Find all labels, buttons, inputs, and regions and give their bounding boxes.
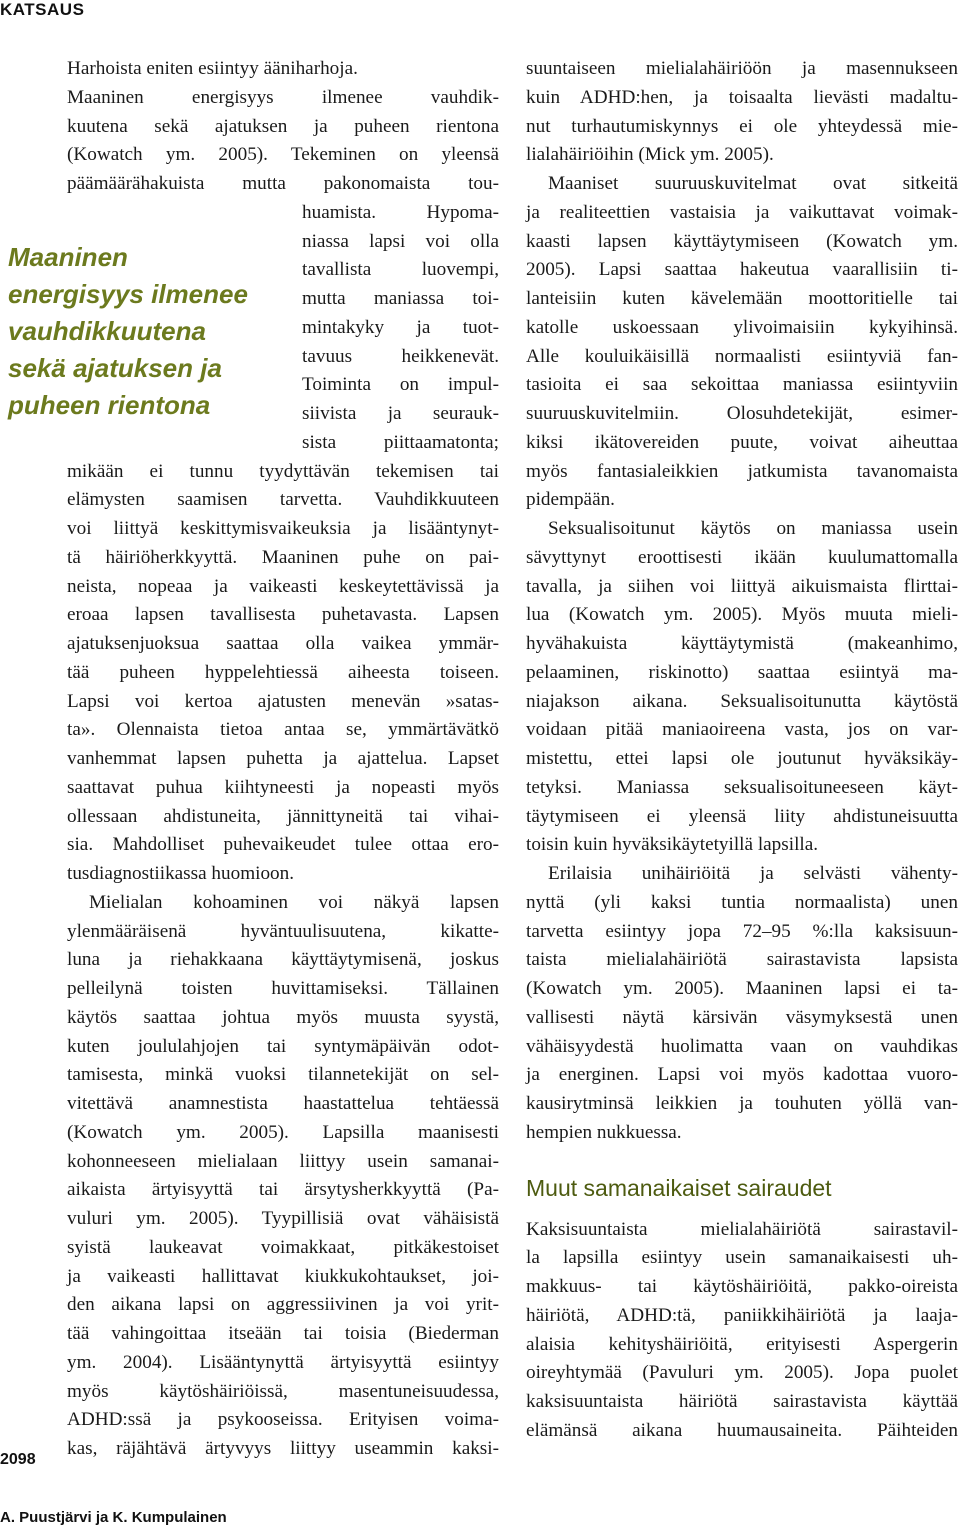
pull-quote-line: Maaninen — [8, 242, 128, 272]
text-line: luna ja riehakkaana käyttäytymisenä, joskus — [67, 949, 499, 971]
pull-quote-line: vauhdikkuutena — [8, 316, 206, 346]
text-line: saattavat puhua kiihtyneesti ja nopeasti myös — [67, 776, 499, 798]
text-line: Lapsi voi kertoa ajatusten menevän »satas- — [67, 690, 499, 712]
text-line: ajatuksenjuoksua saattaa olla vaikea ymmär- — [67, 633, 499, 654]
section-heading: Muut samanaikaiset sairaudet — [526, 1174, 832, 1201]
paragraph — [526, 55, 958, 170]
text-line: oireyhtymää (Pavuluri ym. 2005). Jopa puolet — [526, 1362, 958, 1384]
text-line: toisin kuin hyväksikäytetyillä lapsilla. — [526, 834, 819, 856]
text-line: tavuus heikkenevät. — [302, 345, 499, 367]
text-line: käytös saattaa johtua myös muusta syystä, — [67, 1006, 499, 1028]
text-line: myös fantasialeikkien jatkumista tavanomaista — [526, 460, 958, 482]
left-column — [67, 55, 499, 1464]
text-line: 2005). Lapsi saattaa hakeutua vaarallisiin ti- — [526, 259, 958, 281]
text-line: eroaa lapsen tavallisesta puhetavasta. Lapsen — [67, 604, 499, 626]
text-line: kausirytminsä leikkien ja touhuten yöllä van- — [526, 1093, 958, 1114]
text-line: kaksisuuntaista häiriötä sairastavista käyttää — [526, 1391, 958, 1412]
text-line: makkuus- tai käytöshäiriöitä, pakko-oireista — [526, 1276, 958, 1297]
text-line: Maaniset suuruuskuvitelmat ovat sitkeitä — [548, 173, 958, 194]
text-line: vallisesti näytä kärsivän väsymyksestä unen — [526, 1006, 958, 1028]
text-line: lua (Kowatch ym. 2005). Myös muuta mieli- — [526, 604, 958, 626]
text-line: alaisia kehityshäiriöitä, erityisesti Aspergerin — [526, 1333, 958, 1355]
text-line: Seksualisoitunut käytös on maniassa usein — [548, 518, 958, 539]
text-line: (Kowatch ym. 2005). Maaninen lapsi ei ta- — [526, 978, 958, 999]
text-line: Erilaisia unihäiriöitä ja selvästi vähenty- — [548, 863, 958, 884]
text-line: tää vahingoittaa itseään tai toisia (Biederman — [67, 1323, 499, 1344]
text-line: ja realiteettien vastaisia ja vaikuttavat voimak- — [526, 201, 958, 223]
paragraph — [526, 515, 958, 860]
text-line: ym. 2004). Lisääntynyttä ärtyisyyttä esiintyy — [67, 1351, 499, 1373]
text-line: hyvähakuista käyttäytymistä (makeanhimo, — [526, 633, 958, 654]
text-line: katolle uskoessaan ylivoimaisiin kykyihinsä. — [526, 316, 958, 338]
text-line: ylenmääräisenä hyväntuulisuutena, kikatte- — [67, 920, 499, 942]
text-line: siivista ja seurauk- — [302, 403, 499, 424]
text-line: nut turhautumiskynnys ei ole yhteydessä mie- — [526, 115, 958, 137]
pull-quote-line: energisyys ilmenee — [8, 279, 248, 309]
text-line: lialahäiriöihin (Mick ym. 2005). — [526, 144, 774, 166]
text-line: den aikana lapsi on aggressiivinen ja voi yrit- — [67, 1294, 499, 1316]
text-line: ja energinen. Lapsi voi myös kadottaa vuoro- — [526, 1064, 958, 1086]
text-line: taista mielialahäiriötä sairastavista lapsista — [526, 949, 958, 971]
text-line: sista piittaamatonta; — [302, 431, 499, 453]
pull-quote-line: puheen rientona — [8, 390, 211, 420]
text-line: nyttä (yli kaksi tuntia normaalista) unen — [526, 891, 958, 913]
text-line: Harhoista eniten esiintyy ääniharhoja. — [67, 58, 358, 79]
text-line: tä häiriöherkkyyttä. Maaninen puhe on pai- — [67, 546, 499, 568]
text-line: voi liittyä keskittymisvaikeuksia ja lisääntynyt- — [67, 518, 499, 539]
page-number: 2098 — [0, 1451, 36, 1468]
text-line: päämäärähakuista mutta pakonomaista tou- — [67, 173, 499, 194]
text-line: pelleilynä toisten huvittamiseksi. Tällainen — [67, 978, 499, 999]
text-line: vuluri ym. 2005). Tyypillisiä ovat vähäisistä — [67, 1208, 499, 1229]
text-line: tasioita ei saa sekoittaa maniassa esiintyviin — [526, 374, 958, 396]
text-line: aikaista ärtyisyyttä tai ärsytysherkkyyttä (Pa- — [67, 1179, 499, 1201]
text-line: tavallista luovempi, — [302, 259, 499, 281]
text-line: hempien nukkuessa. — [526, 1121, 682, 1143]
text-line: suuntaiseen mielialahäiriöön ja masennukseen — [526, 58, 958, 79]
text-line: vitettävä anamnestista haastattelua tehtäessä — [67, 1093, 499, 1114]
text-line: kuin ADHD:hen, ja toisaalta lievästi madaltu- — [526, 86, 958, 108]
text-line: kaasti lapsen käyttäytymiseen (Kowatch ym. — [526, 230, 958, 252]
text-line: ja vaikeasti hallittavat kiukkukohtaukset, joi- — [67, 1265, 499, 1287]
text-line: kohonneeseen mielialaan liittyy usein samanai- — [67, 1150, 499, 1172]
text-line: elämysten saamisen tarvetta. Vauhdikkuuteen — [67, 489, 499, 511]
text-line: vanhemmat lapsen puhetta ja ajattelua. Lapset — [67, 748, 499, 769]
text-line: (Kowatch ym. 2005). Lapsilla maanisesti — [67, 1121, 499, 1143]
text-line: kuten joululahjojen tai syntymäpäivän odot- — [67, 1035, 499, 1057]
text-line: mikään ei tunnu tyydyttävän tekemisen tai — [67, 460, 499, 482]
text-line: mintakyky ja tuot- — [302, 316, 499, 338]
text-line: neista, nopeaa ja vaikeasti keskeytettävissä ja — [67, 575, 499, 597]
paragraph — [67, 55, 499, 889]
text-line: tusdiagnostiikassa huomioon. — [67, 863, 295, 884]
text-line: täytymiseen ei yleensä liity ahdistuneisuutta — [526, 805, 958, 827]
pull-quote-line: sekä ajatuksen ja — [8, 353, 222, 383]
text-line: lanteisiin kuten kävelemään moottoritielle tai — [526, 288, 958, 309]
text-line: (Kowatch ym. 2005). Tekeminen on yleensä — [67, 144, 499, 166]
text-line: voidaan pitää maniaoireena vasta, jos on var- — [526, 719, 958, 741]
text-line: ollessaan ahdistuneita, jännittyneitä tai vihai- — [67, 805, 499, 827]
text-line: mutta maniassa toi- — [302, 288, 499, 309]
text-line: sävyttynyt eroottisesti ikään kuulumattomalla — [526, 546, 958, 568]
text-line: ta». Olennaista tietoa antaa se, ymmärtävätkö — [67, 719, 499, 741]
text-line: tamisesta, minkä vuoksi tilannetekijät on sel- — [67, 1064, 499, 1086]
author-credit: A. Puustjärvi ja K. Kumpulainen — [0, 1509, 227, 1526]
paragraph — [526, 860, 958, 1148]
paragraph — [526, 1216, 958, 1446]
text-line: huamista. Hypoma- — [302, 201, 499, 223]
text-line: Maaninen energisyys ilmenee vauhdik- — [67, 86, 499, 108]
text-line: elämänsä aikana huumausaineita. Päihteiden — [526, 1419, 958, 1441]
text-line: tarvetta esiintyy jopa 72–95 %:lla kaksisuun- — [526, 920, 958, 942]
paragraph — [526, 170, 958, 515]
text-line: Mielialan kohoaminen voi näkyä lapsen — [89, 891, 499, 913]
text-line: tetyksi. Maniassa seksualisoituneeseen käyt- — [526, 776, 958, 798]
text-line: la lapsilla esiintyy usein samanaikaisesti uh- — [526, 1247, 958, 1269]
section-label: KATSAUS — [0, 0, 85, 19]
text-line: Toiminta on impul- — [302, 374, 499, 396]
text-line: syistä laukeavat voimakkaat, pitkäkestoiset — [67, 1236, 499, 1258]
text-line: pelaaminen, riskinotto) saattaa esiintyä ma- — [526, 661, 958, 683]
text-line: kuutena sekä ajatuksen ja puheen rientona — [67, 115, 499, 137]
paragraph — [67, 889, 499, 1464]
text-line: niajakson aikana. Seksualisoitunutta käytöstä — [526, 690, 958, 712]
text-line: kiksi ikätovereiden puute, voivat aiheuttaa — [526, 431, 958, 453]
text-line: tavalla, ja siihen voi liittyä aikuismaista flirttai- — [526, 575, 958, 597]
text-line: Alle kouluikäisillä normaalisti esiintyviä fan- — [526, 345, 958, 367]
text-line: kas, räjähtävä ärtyvyys liittyy useammin kaksi- — [67, 1438, 499, 1459]
right-column — [526, 55, 958, 1446]
text-line: suuruuskuvitelmiin. Olosuhdetekijät, esimer- — [526, 403, 958, 424]
text-line: tää puheen hyppelehtiessä aiheesta toiseen. — [67, 661, 499, 683]
text-line: Kaksisuuntaista mielialahäiriötä sairastavil- — [526, 1218, 958, 1240]
text-line: vähäisyydestä huolimatta vaan on vauhdikas — [526, 1035, 958, 1057]
text-line: myös käytöshäiriöissä, masentuneisuudessa, — [67, 1380, 499, 1402]
text-line: häiriötä, ADHD:tä, paniikkihäiriötä ja laaja- — [526, 1304, 958, 1326]
text-line: ADHD:ssä ja psykooseissa. Erityisen voima- — [67, 1409, 499, 1431]
text-line: niassa lapsi voi olla — [302, 230, 499, 252]
text-line: mistettu, ettei lapsi ole joutunut hyväksikäy- — [526, 748, 958, 769]
text-line: pidempään. — [526, 489, 615, 511]
text-line: sia. Mahdolliset puhevaikeudet tulee ottaa ero- — [67, 834, 499, 856]
